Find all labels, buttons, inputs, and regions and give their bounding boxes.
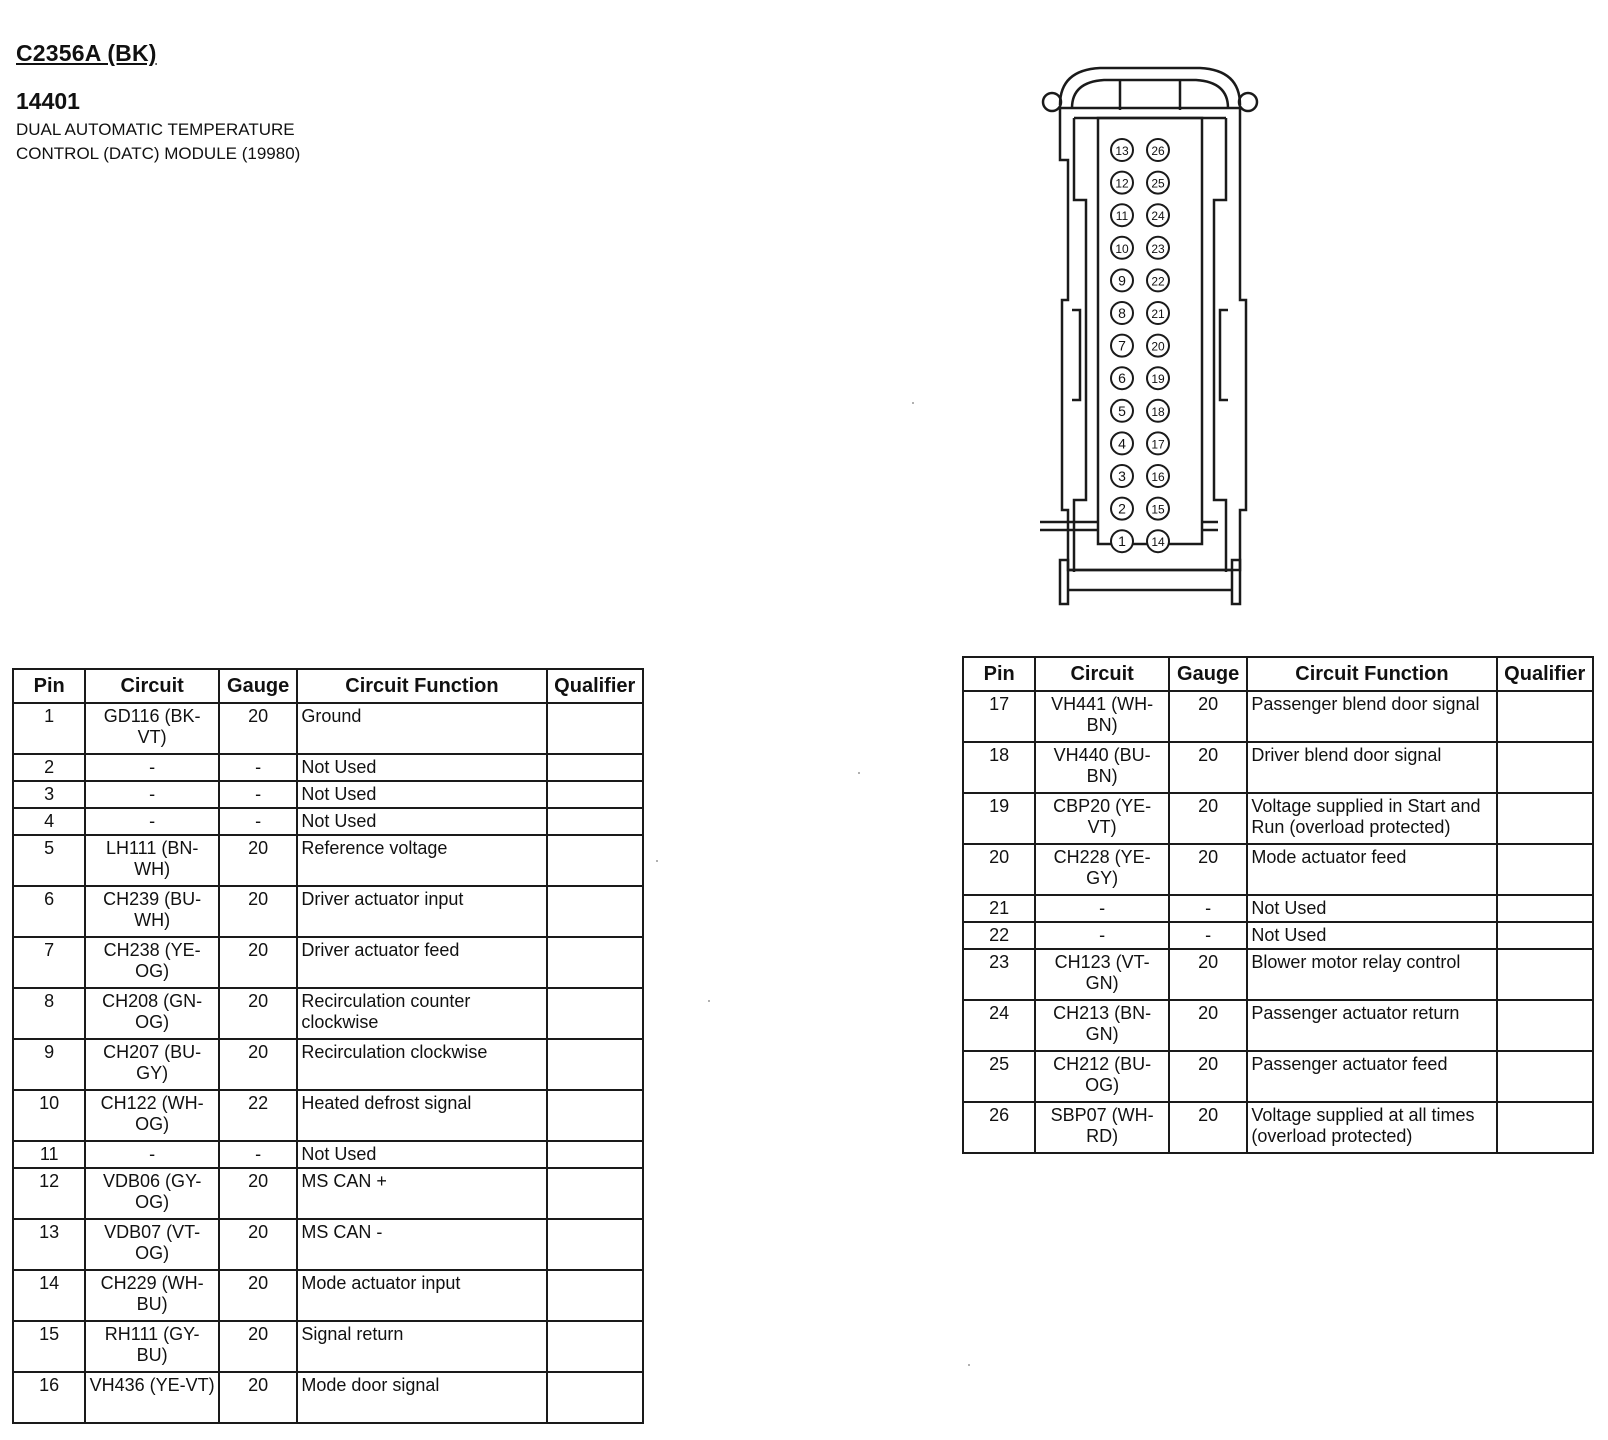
- qualifier-cell: [1497, 1051, 1594, 1102]
- function-cell: Passenger actuator return: [1247, 1000, 1496, 1051]
- circuit-cell: -: [85, 754, 219, 781]
- function-cell: Ground: [297, 703, 546, 754]
- qualifier-cell: [547, 988, 644, 1039]
- circuit-cell: -: [85, 808, 219, 835]
- gauge-cell: -: [219, 781, 297, 808]
- pin-cell: 19: [963, 793, 1035, 844]
- pin-cell: 15: [13, 1321, 85, 1372]
- circuit-cell: GD116 (BK-VT): [85, 703, 219, 754]
- function-cell: Not Used: [1247, 922, 1496, 949]
- pin-label: 4: [1118, 435, 1126, 452]
- pin-label: 12: [1115, 176, 1129, 191]
- circuit-cell: CH208 (GN-OG): [85, 988, 219, 1039]
- table-row: [13, 988, 643, 1039]
- qualifier-cell: [1497, 949, 1594, 1000]
- table-row: [13, 937, 643, 988]
- function-cell: Not Used: [297, 1141, 546, 1168]
- qualifier-cell: [1497, 742, 1594, 793]
- pin-label: 24: [1151, 209, 1165, 224]
- module-description: [16, 118, 300, 166]
- connector-face-diagram: [1040, 60, 1260, 630]
- qualifier-cell: [547, 1039, 644, 1090]
- qualifier-cell: [1497, 1000, 1594, 1051]
- circuit-cell: LH111 (BN-WH): [85, 835, 219, 886]
- circuit-cell: CH228 (YE-GY): [1035, 844, 1169, 895]
- pin-cell: 26: [963, 1102, 1035, 1153]
- scan-speck: [858, 772, 860, 774]
- circuit-cell: CH123 (VT-GN): [1035, 949, 1169, 1000]
- gauge-cell: -: [219, 808, 297, 835]
- scan-speck: [968, 1364, 970, 1366]
- gauge-cell: 20: [219, 1219, 297, 1270]
- gauge-cell: 20: [1169, 1000, 1247, 1051]
- circuit-cell: -: [1035, 895, 1169, 922]
- qualifier-cell: [547, 1141, 644, 1168]
- pin-cell: 11: [13, 1141, 85, 1168]
- function-cell: Heated defrost signal: [297, 1090, 546, 1141]
- function-cell: Not Used: [297, 808, 546, 835]
- pin-label: 26: [1151, 144, 1165, 158]
- circuit-cell: RH111 (GY-BU): [85, 1321, 219, 1372]
- pin-label: 23: [1151, 241, 1165, 256]
- scan-speck: [656, 860, 658, 862]
- circuit-cell: VDB07 (VT-OG): [85, 1219, 219, 1270]
- table-row: [13, 1090, 643, 1141]
- table-row: [13, 808, 643, 835]
- pin-cell: 6: [13, 886, 85, 937]
- pin-cell: 17: [963, 691, 1035, 742]
- gauge-cell: 20: [219, 988, 297, 1039]
- pin-cell: 25: [963, 1051, 1035, 1102]
- pin-label: 10: [1115, 241, 1129, 256]
- table-row: [963, 1051, 1593, 1102]
- qualifier-cell: [547, 835, 644, 886]
- pin-cell: 8: [13, 988, 85, 1039]
- table-row: [13, 1321, 643, 1372]
- qualifier-cell: [547, 1168, 644, 1219]
- function-cell: Mode actuator input: [297, 1270, 546, 1321]
- qualifier-cell: [1497, 1102, 1594, 1153]
- gauge-cell: 20: [219, 886, 297, 937]
- pin-label: 20: [1151, 339, 1165, 354]
- table-row: [963, 1102, 1593, 1153]
- pin-cell: 12: [13, 1168, 85, 1219]
- pin-cell: 1: [13, 703, 85, 754]
- function-cell: Signal return: [297, 1321, 546, 1372]
- table-row: [13, 1141, 643, 1168]
- qualifier-cell: [1497, 844, 1594, 895]
- table-row: [13, 1039, 643, 1090]
- pin-cell: 20: [963, 844, 1035, 895]
- connector-id-title: C2356A (BK): [16, 40, 157, 66]
- table-row: [963, 691, 1593, 742]
- function-cell: Voltage supplied in Start and Run (overload protected): [1247, 793, 1496, 844]
- col-header-function: Circuit Function: [297, 669, 546, 703]
- pin-label: 18: [1151, 404, 1165, 419]
- pin-cell: 3: [13, 781, 85, 808]
- circuit-cell: VH441 (WH-BN): [1035, 691, 1169, 742]
- pin-label: 8: [1118, 305, 1126, 321]
- circuit-cell: CH238 (YE-OG): [85, 937, 219, 988]
- circuit-cell: SBP07 (WH-RD): [1035, 1102, 1169, 1153]
- function-cell: Mode door signal: [297, 1372, 546, 1423]
- pin-label: 7: [1118, 337, 1126, 354]
- gauge-cell: 20: [219, 1168, 297, 1219]
- function-cell: Passenger blend door signal: [1247, 691, 1496, 742]
- gauge-cell: 20: [219, 937, 297, 988]
- col-header-gauge: Gauge: [1169, 657, 1247, 691]
- pin-label: 5: [1118, 402, 1126, 419]
- col-header-circuit: Circuit: [1035, 657, 1169, 691]
- circuit-cell: CBP20 (YE-VT): [1035, 793, 1169, 844]
- circuit-cell: VH436 (YE-VT): [85, 1372, 219, 1423]
- function-cell: Not Used: [1247, 895, 1496, 922]
- pin-label: 3: [1118, 468, 1126, 484]
- qualifier-cell: [547, 1321, 644, 1372]
- pin-cell: 22: [963, 922, 1035, 949]
- pin-label: 15: [1151, 502, 1165, 517]
- pin-label: 11: [1115, 209, 1129, 224]
- function-cell: Not Used: [297, 754, 546, 781]
- col-header-function: Circuit Function: [1247, 657, 1496, 691]
- gauge-cell: 20: [219, 703, 297, 754]
- table-row: [13, 1168, 643, 1219]
- gauge-cell: 20: [219, 1372, 297, 1423]
- col-header-circuit: Circuit: [85, 669, 219, 703]
- circuit-cell: VH440 (BU-BN): [1035, 742, 1169, 793]
- pin-cell: 4: [13, 808, 85, 835]
- pin-cell: 18: [963, 742, 1035, 793]
- function-cell: Reference voltage: [297, 835, 546, 886]
- function-cell: Mode actuator feed: [1247, 844, 1496, 895]
- description-line-1: DUAL AUTOMATIC TEMPERATURE: [16, 120, 295, 139]
- pin-cell: 2: [13, 754, 85, 781]
- pin-cell: 21: [963, 895, 1035, 922]
- function-cell: Driver blend door signal: [1247, 742, 1496, 793]
- gauge-cell: 20: [219, 1321, 297, 1372]
- gauge-cell: -: [1169, 895, 1247, 922]
- function-cell: Passenger actuator feed: [1247, 1051, 1496, 1102]
- gauge-cell: 20: [1169, 793, 1247, 844]
- table-row: [963, 742, 1593, 793]
- pin-label: 21: [1151, 307, 1165, 321]
- function-cell: Driver actuator feed: [297, 937, 546, 988]
- table-row: [13, 835, 643, 886]
- qualifier-cell: [1497, 793, 1594, 844]
- circuit-cell: -: [85, 781, 219, 808]
- circuit-cell: CH239 (BU-WH): [85, 886, 219, 937]
- qualifier-cell: [547, 1270, 644, 1321]
- qualifier-cell: [547, 781, 644, 808]
- pinout-table-left: [12, 668, 644, 1424]
- table-row: [13, 1372, 643, 1423]
- pin-label: 9: [1118, 272, 1126, 289]
- scan-speck: [912, 402, 914, 404]
- col-header-gauge: Gauge: [219, 669, 297, 703]
- pin-label: 19: [1151, 372, 1165, 387]
- pin-cell: 10: [13, 1090, 85, 1141]
- circuit-cell: VDB06 (GY-OG): [85, 1168, 219, 1219]
- table-row: [13, 1270, 643, 1321]
- pin-label: 14: [1151, 535, 1165, 550]
- pin-cell: 14: [13, 1270, 85, 1321]
- gauge-cell: 22: [219, 1090, 297, 1141]
- connector-pins: [1111, 139, 1169, 552]
- pin-cell: 13: [13, 1219, 85, 1270]
- circuit-cell: -: [85, 1141, 219, 1168]
- table-row: [13, 1219, 643, 1270]
- gauge-cell: 20: [1169, 1102, 1247, 1153]
- function-cell: MS CAN +: [297, 1168, 546, 1219]
- pin-cell: 9: [13, 1039, 85, 1090]
- gauge-cell: 20: [1169, 742, 1247, 793]
- col-header-pin: Pin: [963, 657, 1035, 691]
- table-row: [963, 1000, 1593, 1051]
- table-row: [963, 949, 1593, 1000]
- gauge-cell: 20: [219, 1039, 297, 1090]
- pin-label: 2: [1118, 500, 1126, 517]
- qualifier-cell: [547, 808, 644, 835]
- pin-label: 6: [1118, 370, 1126, 387]
- table-row: [13, 703, 643, 754]
- circuit-cell: CH122 (WH-OG): [85, 1090, 219, 1141]
- pin-label: 17: [1151, 437, 1165, 452]
- table-row: [13, 781, 643, 808]
- gauge-cell: 20: [1169, 949, 1247, 1000]
- scan-speck: [708, 1000, 710, 1002]
- qualifier-cell: [547, 754, 644, 781]
- description-line-2: CONTROL (DATC) MODULE (19980): [16, 144, 301, 163]
- col-header-qualifier: Qualifier: [547, 669, 644, 703]
- gauge-cell: 20: [219, 1270, 297, 1321]
- circuit-cell: -: [1035, 922, 1169, 949]
- pin-label: 16: [1151, 470, 1165, 484]
- function-cell: Recirculation counter clockwise: [297, 988, 546, 1039]
- circuit-cell: CH212 (BU-OG): [1035, 1051, 1169, 1102]
- function-cell: Driver actuator input: [297, 886, 546, 937]
- function-cell: Recirculation clockwise: [297, 1039, 546, 1090]
- table-row: [963, 895, 1593, 922]
- pin-label: 1: [1118, 533, 1126, 550]
- gauge-cell: 20: [1169, 844, 1247, 895]
- qualifier-cell: [547, 1219, 644, 1270]
- gauge-cell: -: [219, 1141, 297, 1168]
- pin-cell: 16: [13, 1372, 85, 1423]
- table-row: [13, 754, 643, 781]
- table-row: [13, 886, 643, 937]
- qualifier-cell: [547, 1372, 644, 1423]
- pin-cell: 7: [13, 937, 85, 988]
- col-header-qualifier: Qualifier: [1497, 657, 1594, 691]
- qualifier-cell: [547, 703, 644, 754]
- circuit-cell: CH213 (BN-GN): [1035, 1000, 1169, 1051]
- pin-label: 25: [1151, 176, 1165, 191]
- gauge-cell: -: [1169, 922, 1247, 949]
- function-cell: Blower motor relay control: [1247, 949, 1496, 1000]
- pin-cell: 5: [13, 835, 85, 886]
- qualifier-cell: [547, 937, 644, 988]
- function-cell: MS CAN -: [297, 1219, 546, 1270]
- gauge-cell: 20: [219, 835, 297, 886]
- col-header-pin: Pin: [13, 669, 85, 703]
- pin-label: 13: [1115, 144, 1129, 158]
- circuit-cell: CH207 (BU-GY): [85, 1039, 219, 1090]
- qualifier-cell: [547, 886, 644, 937]
- table-row: [963, 922, 1593, 949]
- function-cell: Voltage supplied at all times (overload protected): [1247, 1102, 1496, 1153]
- circuit-cell: CH229 (WH-BU): [85, 1270, 219, 1321]
- gauge-cell: -: [219, 754, 297, 781]
- qualifier-cell: [1497, 922, 1594, 949]
- pin-label: 22: [1151, 274, 1165, 289]
- pin-cell: 23: [963, 949, 1035, 1000]
- pinout-table-right: [962, 656, 1594, 1154]
- gauge-cell: 20: [1169, 691, 1247, 742]
- table-row: [963, 793, 1593, 844]
- qualifier-cell: [547, 1090, 644, 1141]
- gauge-cell: 20: [1169, 1051, 1247, 1102]
- qualifier-cell: [1497, 691, 1594, 742]
- function-cell: Not Used: [297, 781, 546, 808]
- table-header-row: [13, 669, 643, 703]
- table-row: [963, 844, 1593, 895]
- qualifier-cell: [1497, 895, 1594, 922]
- table-header-row: [963, 657, 1593, 691]
- pin-cell: 24: [963, 1000, 1035, 1051]
- part-number: 14401: [16, 88, 80, 114]
